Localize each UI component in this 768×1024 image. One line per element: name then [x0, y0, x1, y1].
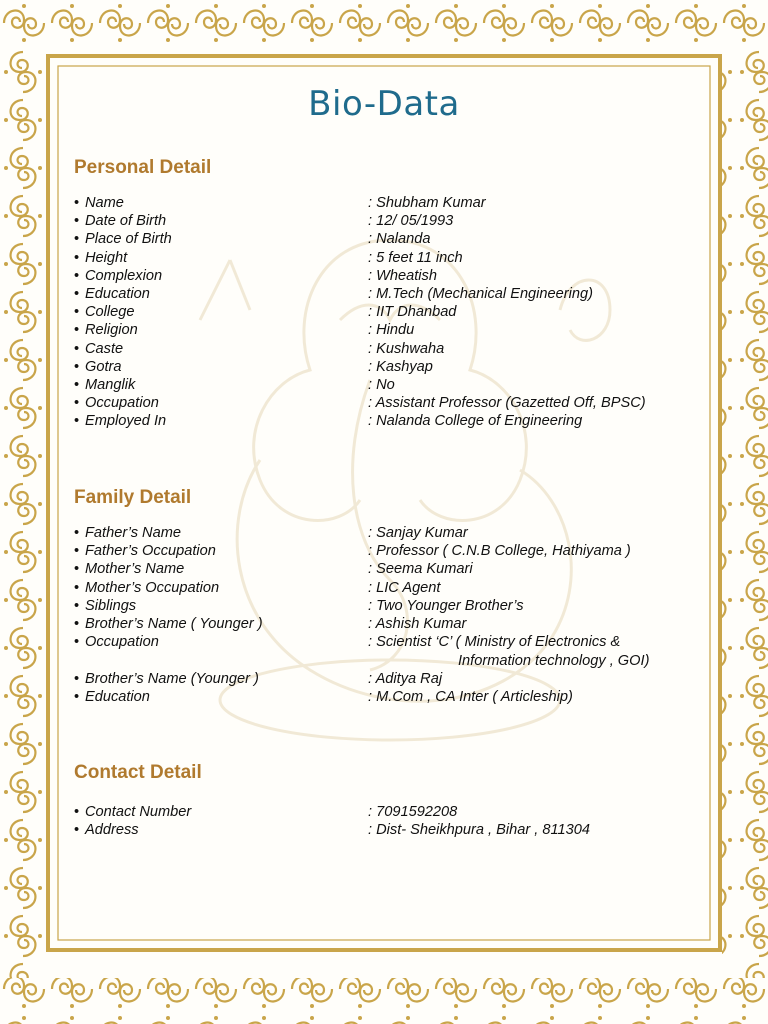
bullet-icon: •	[74, 543, 80, 560]
bullet-icon: •	[74, 340, 80, 357]
bullet-icon: •	[74, 671, 80, 688]
bullet-icon: •	[74, 822, 80, 839]
list-item: • Manglik : No	[74, 376, 395, 393]
list-item: • Father’s Occupation : Professor ( C.N.B College, Hathiyama )	[74, 543, 631, 560]
list-item: • Complexion : Wheatish	[74, 267, 437, 284]
list-item: • Mother’s Occupation : LIC Agent	[74, 579, 441, 596]
page-title: Bio-Data	[308, 84, 460, 124]
list-item: • Height : 5 feet 11 inch	[74, 249, 463, 266]
bullet-icon: •	[74, 634, 80, 651]
list-item: • Religion : Hindu	[74, 322, 415, 339]
bullet-icon: •	[74, 413, 80, 430]
list-item: • Address : Dist- Sheikhpura , Bihar , 811304	[74, 822, 590, 839]
bullet-icon: •	[74, 304, 80, 321]
bullet-icon: •	[74, 804, 80, 820]
bullet-icon: •	[74, 195, 80, 211]
bullet-icon: •	[74, 358, 80, 375]
list-item: • Date of Birth : 12/ 05/1993	[74, 213, 454, 230]
list-item: • Gotra : Kashyap	[74, 358, 433, 375]
bullet-icon: •	[74, 267, 80, 284]
bullet-icon: •	[74, 525, 80, 541]
list-item: • College : IIT Dhanbad	[74, 304, 457, 321]
list-item: • Occupation : Scientist ‘C’ ( Ministry of Electronics & Information technology , GOI)	[74, 634, 650, 669]
personal-detail-list	[74, 194, 704, 430]
list-item: • Name : Shubham Kumar	[74, 195, 486, 211]
bullet-icon: •	[74, 285, 80, 302]
bullet-icon: •	[74, 615, 80, 632]
bullet-icon: •	[74, 213, 80, 230]
list-item: • Caste : Kushwaha	[74, 340, 445, 357]
family-detail-list	[74, 524, 704, 707]
bullet-icon: •	[74, 231, 80, 248]
contact-detail-list	[74, 803, 704, 839]
list-item: • Brother’s Name (Younger ) : Aditya Raj	[74, 671, 443, 688]
list-item: • Education : M.Tech (Mechanical Engineering)	[74, 285, 593, 302]
list-item: • Mother’s Name : Seema Kumari	[74, 561, 473, 578]
bullet-icon: •	[74, 322, 80, 339]
list-item: • Siblings : Two Younger Brother’s	[74, 597, 524, 614]
list-item: • Occupation : Assistant Professor (Gazetted Off, BPSC)	[74, 395, 646, 412]
section-heading-personal: Personal Detail	[74, 157, 212, 178]
list-item: • Education : M.Com , CA Inter ( Articleship)	[74, 689, 573, 706]
bullet-icon: •	[74, 376, 80, 393]
bullet-icon: •	[74, 249, 80, 266]
section-heading-family: Family Detail	[74, 487, 192, 508]
list-item: • Employed In : Nalanda College of Engineering	[74, 413, 583, 430]
section-heading-contact: Contact Detail	[74, 762, 202, 783]
bullet-icon: •	[74, 395, 80, 412]
list-item: • Brother’s Name ( Younger ) : Ashish Kumar	[74, 615, 467, 632]
bullet-icon: •	[74, 597, 80, 614]
list-item: • Place of Birth : Nalanda	[74, 231, 431, 248]
bullet-icon: •	[74, 579, 80, 596]
bullet-icon: •	[74, 561, 80, 578]
list-item: • Contact Number : 7091592208	[74, 804, 458, 820]
list-item: • Father’s Name : Sanjay Kumar	[74, 525, 468, 541]
bullet-icon: •	[74, 689, 80, 706]
